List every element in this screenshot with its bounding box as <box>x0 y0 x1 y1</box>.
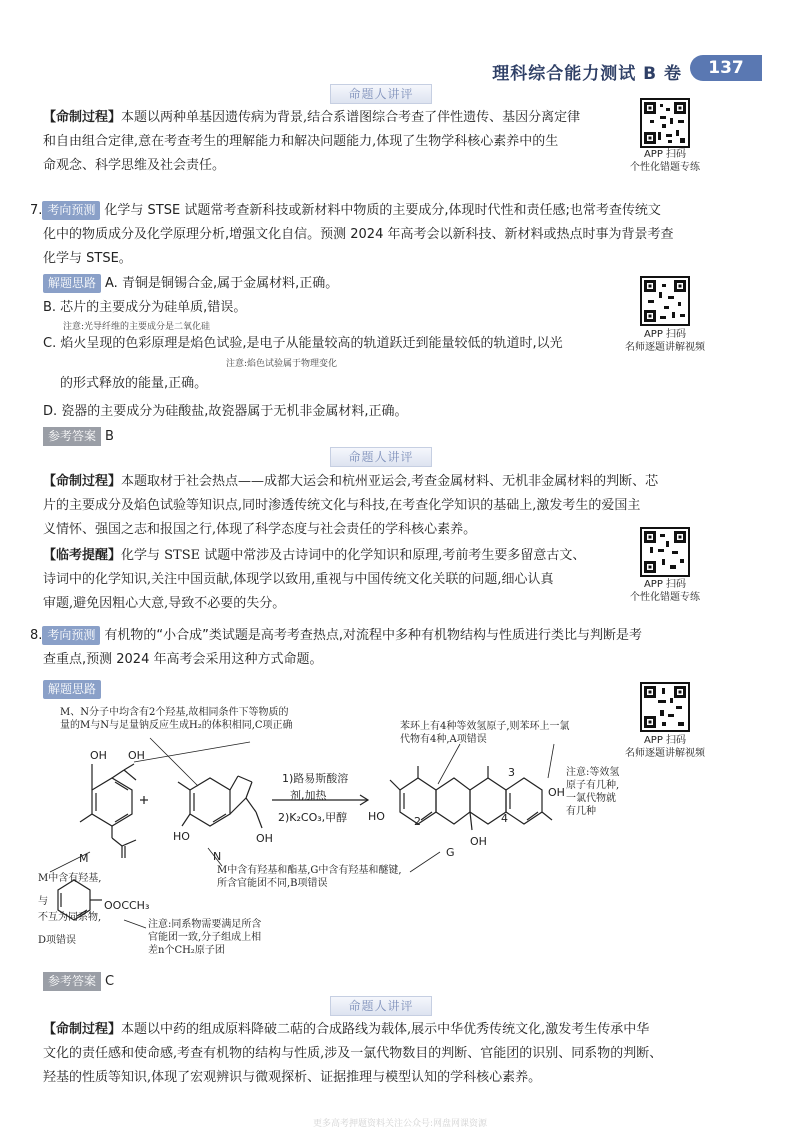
oh-label: OH <box>90 749 107 762</box>
answer-value: C <box>105 974 115 989</box>
benzofuran-n <box>190 778 230 826</box>
note-monochloro: 苯环上有4种等效氢原子,则苯环上一氯 代物有4种,A项错误 <box>400 721 570 745</box>
question-number: 7. <box>30 203 43 218</box>
question-8-prediction: 8. 考向预测 有机物的“小合成”类试题是高考考查热点,对流程中多种有机物结构与性质进行类比与判断是考 查重点,预测 2024 年高考会采用这种方式命题。 <box>30 628 643 667</box>
option-c-cont: 的形式释放的能量,正确。 <box>60 376 208 391</box>
position-number: 3 <box>508 766 515 779</box>
qr-caption: APP 扫码 个性化错题专练 <box>630 579 700 603</box>
note-homolog-m: M中含有羟基, 与 不互为同系物, D项错误 <box>38 873 102 946</box>
note-equivalent-h: 注意:等效氢 原子有几种, 一氯代物就 有几种 <box>566 767 620 817</box>
answer-value: B <box>105 429 114 444</box>
annotation-note: 注意:焰色试验属于物理变化 <box>226 359 338 369</box>
solution-tag: 解题思路 <box>43 274 101 293</box>
exam-reminder-block: 【临考提醒】化学与 STSE 试题中常涉及古诗词中的化学知识和原理,考前考生要多留意古文、 诗词中的化学知识,关注中国贡献,体现学以致用,重视与中国传统文化关联的问题,细心认真 审题,避免因粗心大意,导致不必要的失分。 <box>43 548 586 611</box>
oh-label: OH <box>256 832 273 845</box>
question-7-prediction: 7. 考向预测 化学与 STSE 试题常考查新科技或新材料中物质的主要成分,体现时代性和责任感;也常考查传统文 化中的物质成分及化学原理分析,增强文化自信。预测 2024 年高考会以新科技、新材料或热点时事为背景考查 化学与 STSE。 <box>30 203 674 266</box>
option-a: A. 青铜是铜锡合金,属于金属材料,正确。 <box>105 276 339 291</box>
process-label: 【命制过程】 <box>43 1022 122 1037</box>
commentary-banner: 命题人讲评 <box>330 447 432 467</box>
option-c: C. 焰火呈现的色彩原理是焰色试验,是电子从能量较高的轨道跃迁到能量较低的轨道时,以光 <box>43 336 563 351</box>
page-number: 137 <box>690 55 762 81</box>
process-block-3: 【命制过程】本题以中药的组成原料降破二萜的合成路线为载体,展示中华优秀传统文化,激发考生传承中华 文化的责任感和使命感,考查有机物的结构与性质,涉及一氯代物数目的判断、官能团的识别、同系物的判断、 羟基的性质等知识,体现了宏观辨识与微观探析、证据推理与模型认知的学科核心素养。 <box>43 1022 663 1085</box>
option-b: B. 芯片的主要成分为硅单质,错误。 <box>43 300 247 315</box>
position-number: 4 <box>501 812 508 825</box>
reaction-condition: 剂,加热 <box>290 789 327 802</box>
reaction-condition: 1)路易斯酸溶 <box>282 772 349 785</box>
ho-label: HO <box>173 830 190 843</box>
phenyl-acetate <box>58 880 90 920</box>
process-label: 【命制过程】 <box>43 110 122 125</box>
compound-label-g: G <box>446 846 455 859</box>
prediction-tag: 考向预测 <box>42 626 100 645</box>
solution-tag: 解题思路 <box>43 680 101 699</box>
watermark-footer: 更多高考押题资料关注公众号:网盘网课资源 <box>312 1119 488 1129</box>
text-line: 本题以两种单基因遗传病为背景,结合系谱图综合考查了伴性遗传、基因分离定律 <box>121 110 581 125</box>
commentary-banner: 命题人讲评 <box>330 84 432 104</box>
answer-tag: 参考答案 <box>43 427 101 446</box>
note-homolog-definition: 注意:同系物需要满足所含 官能团一致,分子组成上相 差n个CH₂原子团 <box>148 919 262 956</box>
qr-caption: APP 扫码 名师逐题讲解视频 <box>625 735 705 759</box>
exam-title: 理科综合能力测试 B 卷 <box>492 64 682 84</box>
answer-tag: 参考答案 <box>43 972 101 991</box>
annotation-note: 注意:光导纤维的主要成分是二氧化硅 <box>63 322 211 332</box>
compound-label-m: M <box>79 852 89 865</box>
question-number: 8. <box>30 628 43 643</box>
text-line: 命观念、科学思维及社会责任。 <box>43 158 226 173</box>
ho-label: HO <box>368 810 385 823</box>
note-sodium-reaction: M、N分子中均含有2个羟基,故相同条件下等物质的 量的M与N与足量钠反应生成H₂的体积相同,C项正确 <box>60 707 293 731</box>
note-functional-groups: M中含有羟基和酯基,G中含有羟基和醚键, 所含官能团不同,B项错误 <box>217 865 402 889</box>
answer-row <box>43 970 114 994</box>
option-d: D. 瓷器的主要成分为硅酸盐,故瓷器属于无机非金属材料,正确。 <box>43 404 408 419</box>
process-label: 【命制过程】 <box>43 474 122 489</box>
reminder-label: 【临考提醒】 <box>43 548 122 563</box>
qr-caption: APP 扫码 名师逐题讲解视频 <box>625 329 705 353</box>
acetoxy-label: OOCCH₃ <box>104 899 150 912</box>
oh-label: OH <box>128 749 145 762</box>
commentary-banner: 命题人讲评 <box>330 996 432 1016</box>
process-block-2: 【命制过程】本题取材于社会热点——成都大运会和杭州亚运会,考查金属材料、无机非金属材料的判断、芯 片的主要成分及焰色试验等知识点,同时渗透传统文化与科技,在考查化学知识的基础上,激发考生的爱国主 义情怀、强国之志和报国之行,体现了科学态度与社会责任的学科核心素养。 <box>43 474 659 537</box>
qr-caption: APP 扫码 个性化错题专练 <box>630 149 700 173</box>
text-line: 和自由组合定律,意在考查考生的理解能力和解决问题能力,体现了生物学科核心素养中的生 <box>43 134 559 149</box>
oh-label: OH <box>548 786 565 799</box>
oh-label: OH <box>470 835 487 848</box>
fused-ring-g <box>400 778 436 824</box>
prediction-tag: 考向预测 <box>42 201 100 220</box>
compound-label-n: N <box>213 850 222 863</box>
reaction-condition: 2)K₂CO₃,甲醇 <box>278 811 348 824</box>
benzene-ring-m <box>92 778 132 826</box>
position-number: 2 <box>414 815 421 828</box>
